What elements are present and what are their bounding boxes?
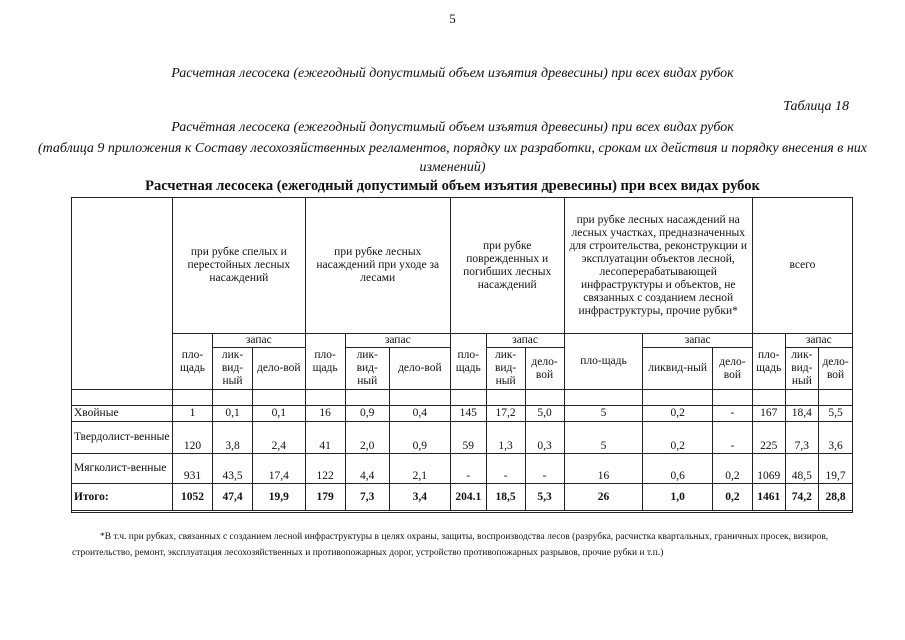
table-cell: 17,4 bbox=[253, 454, 306, 484]
row-name: Твердолист-венные bbox=[72, 422, 173, 454]
group-header-infrastructure: при рубке лесных насаждений на лесных участках, предназначенных для строительства, реконструкции и эксплуатации объектов лесной, лесоперерабатывающей инфраструктуры и объектов, не связанных с созданием лесной инфраструктуры, прочие рубки* bbox=[564, 198, 752, 334]
page-number: 5 bbox=[449, 11, 456, 26]
table-cell: 0,4 bbox=[389, 406, 450, 422]
table-cell: 5,5 bbox=[819, 406, 853, 422]
table-cell: 122 bbox=[305, 454, 345, 484]
table-cell: 2,1 bbox=[389, 454, 450, 484]
area-header: пло-щадь bbox=[173, 334, 213, 390]
table-cell: 145 bbox=[450, 406, 486, 422]
table-cell: 26 bbox=[564, 484, 643, 511]
table-subtitle-note: (таблица 9 приложения к Составу лесохозяйственных регламентов, порядку их разработки, срокам их действия и порядку внесения в них изменений) bbox=[37, 141, 868, 175]
table-cell: 43,5 bbox=[213, 454, 253, 484]
table-cell: 74,2 bbox=[785, 484, 819, 511]
table-cell: 5,3 bbox=[525, 484, 564, 511]
table-cell: - bbox=[486, 454, 525, 484]
row-name: Мягколист-венные bbox=[72, 454, 173, 484]
table-cell: 3,4 bbox=[389, 484, 450, 511]
table-cell: 0,1 bbox=[213, 406, 253, 422]
table-row bbox=[72, 484, 853, 511]
table-row bbox=[72, 406, 853, 422]
table-cell: 1,3 bbox=[486, 422, 525, 454]
zapas-header: запас bbox=[643, 334, 752, 348]
footnote: *В т.ч. при рубках, связанных с созданием лесной инфраструктуры в целях охраны, защиты, воспроизводства лесов (разрубка, расчистка квартальных, граничных просек, визиров, строительство, ремонт, эксплуатация лесохозяйственных и противопожарных дорог, устройство противопожарных разрывов, прочие рубки и т.п.) bbox=[72, 532, 829, 558]
table-cell: - bbox=[525, 454, 564, 484]
area-header: пло-щадь bbox=[305, 334, 345, 390]
table-cell: 0,3 bbox=[525, 422, 564, 454]
table-cell: 204.1 bbox=[450, 484, 486, 511]
table-subtitle: Расчётная лесосека (ежегодный допустимый объем изъятия древесины) при всех видах рубок bbox=[171, 120, 734, 135]
table-cell: 0,1 bbox=[253, 406, 306, 422]
table-cell: 0,2 bbox=[643, 406, 712, 422]
table-cell: 0,6 bbox=[643, 454, 712, 484]
table-cell: 0,2 bbox=[643, 422, 712, 454]
table-title: Расчетная лесосека (ежегодный допустимый объем изъятия древесины) при всех видах рубок bbox=[145, 178, 760, 194]
table-cell: 179 bbox=[305, 484, 345, 511]
table-cell: 7,3 bbox=[785, 422, 819, 454]
table-cell: 225 bbox=[752, 422, 785, 454]
table-cell: 4,4 bbox=[345, 454, 389, 484]
table-cell: 5 bbox=[564, 406, 643, 422]
business-header: дело-вой bbox=[712, 348, 752, 390]
table-cell: 47,4 bbox=[213, 484, 253, 511]
table-cell: 2,0 bbox=[345, 422, 389, 454]
table-row bbox=[72, 454, 853, 484]
table-cell: 0,2 bbox=[712, 454, 752, 484]
zapas-header: запас bbox=[345, 334, 450, 348]
table-cell: 2,4 bbox=[253, 422, 306, 454]
group-header-care: при рубке лесных насаждений при уходе за лесами bbox=[305, 198, 450, 334]
logging-table bbox=[71, 197, 853, 511]
table-cell: 59 bbox=[450, 422, 486, 454]
table-cell: 0,9 bbox=[389, 422, 450, 454]
table-cell: 0,9 bbox=[345, 406, 389, 422]
zapas-header: запас bbox=[213, 334, 306, 348]
table-cell: 18,4 bbox=[785, 406, 819, 422]
table-cell: 1069 bbox=[752, 454, 785, 484]
area-header: пло-щадь bbox=[752, 334, 785, 390]
liquid-header: лик-вид-ный bbox=[345, 348, 389, 390]
table-cell: 1052 bbox=[173, 484, 213, 511]
group-header-total: всего bbox=[752, 198, 852, 334]
table-cell: - bbox=[450, 454, 486, 484]
table-row bbox=[72, 422, 853, 454]
table-cell: 3,6 bbox=[819, 422, 853, 454]
liquid-header: лик-вид-ный bbox=[213, 348, 253, 390]
table-cell: - bbox=[712, 406, 752, 422]
table-cell: 1,0 bbox=[643, 484, 712, 511]
species-header bbox=[72, 198, 173, 390]
row-name: Хвойные bbox=[72, 406, 173, 422]
area-header: пло-щадь bbox=[564, 334, 643, 390]
table-cell: - bbox=[712, 422, 752, 454]
zapas-header: запас bbox=[785, 334, 852, 348]
table-cell: 16 bbox=[564, 454, 643, 484]
business-header: дело-вой bbox=[819, 348, 853, 390]
zapas-header: запас bbox=[486, 334, 564, 348]
liquid-header: лик-вид-ный bbox=[486, 348, 525, 390]
table-cell: 0,2 bbox=[712, 484, 752, 511]
table-cell: 5,0 bbox=[525, 406, 564, 422]
header-row-groups bbox=[72, 198, 853, 334]
table-cell: 931 bbox=[173, 454, 213, 484]
table-cell: 19,7 bbox=[819, 454, 853, 484]
table-cell: 19,9 bbox=[253, 484, 306, 511]
table-cell: 7,3 bbox=[345, 484, 389, 511]
table-cell: 48,5 bbox=[785, 454, 819, 484]
document-title: Расчетная лесосека (ежегодный допустимый объем изъятия древесины) при всех видах рубок bbox=[171, 66, 734, 81]
table-cell: 167 bbox=[752, 406, 785, 422]
table-cell: 5 bbox=[564, 422, 643, 454]
table-cell: 17,2 bbox=[486, 406, 525, 422]
liquid-header: ликвид-ный bbox=[643, 348, 712, 390]
group-header-mature: при рубке спелых и перестойных лесных насаждений bbox=[173, 198, 306, 334]
group-header-damaged: при рубке поврежденных и погибших лесных насаждений bbox=[450, 198, 564, 334]
area-header: пло-щадь bbox=[450, 334, 486, 390]
table-cell: 1 bbox=[173, 406, 213, 422]
header-row-zapas bbox=[72, 334, 853, 348]
table-cell: 1461 bbox=[752, 484, 785, 511]
table-cell: 18,5 bbox=[486, 484, 525, 511]
business-header: дело-вой bbox=[253, 348, 306, 390]
table-cell: 28,8 bbox=[819, 484, 853, 511]
table-cell: 120 bbox=[173, 422, 213, 454]
spacer-row bbox=[72, 390, 853, 406]
liquid-header: лик-вид-ный bbox=[785, 348, 819, 390]
table-cell: 41 bbox=[305, 422, 345, 454]
table-number: Таблица 18 bbox=[783, 99, 849, 114]
table-cell: 16 bbox=[305, 406, 345, 422]
business-header: дело-вой bbox=[525, 348, 564, 390]
business-header: дело-вой bbox=[389, 348, 450, 390]
table-cell: 3,8 bbox=[213, 422, 253, 454]
row-name: Итого: bbox=[72, 484, 173, 511]
